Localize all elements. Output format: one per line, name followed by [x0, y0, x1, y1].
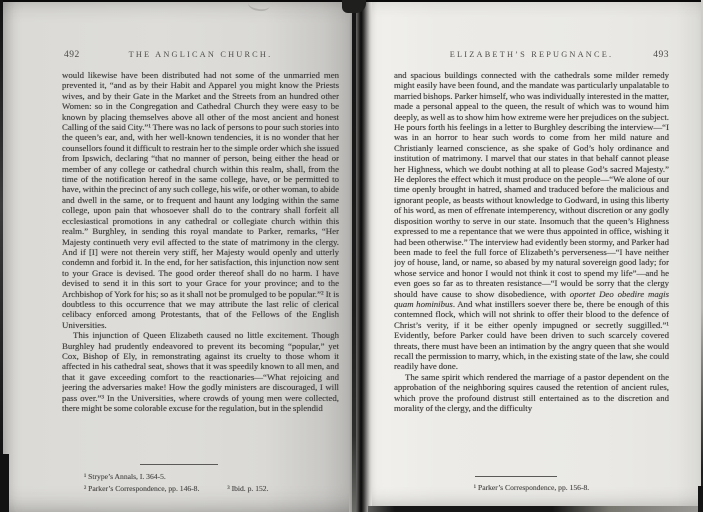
text-segment: would likewise have been distributed had not some of the unmarried men prevented it, “and as by their Habit and Apparel you might know the Priests wives, and by their Gate in the Market and the Streets from an hundred other Women: so in the Congregation and Cathedral Church they were easy to be known by placing themselves above all other of the most ancient and honest Calling of the said City.”¹ There was no lack of persons to pour such stories into the queen’s ear, and, with her well-known tendencies, it is no wonder that her counsellors found it difficult to restrain her to the simple order which she issued from Ipswich, declaring “that no manner of person, being either the head or member of any college or cathedral church within this realm, shall, from the time of the notification hereof in the same college, have, or be permitted to have, within the precinct of any such college, his wife, or other woman, to abide and dwell in the same, or to frequent and haunt any lodging within the same college, upon pain that whosoever shall do to the contrary shall forfeit all ecclesiastical promotions in any cathedral or collegiate church within this realm.” Burghley, in sending this royal mandate to Parker, remarks, “Her Majesty continueth very evil affected to the state of matrimony in the clergy. And if [I] were not therein very stiff, her Majesty would openly and utterly condemn and forbid it. In the end, for her satisfaction, this injunction now sent to your Grace is devised. The good order thereof shall do no harm. I have devised to send it in this sort to your Grace for your province; and to the Archbishop of York for his; so as it shall not be promulged to be popular.”² It is doubtless to this occurrence that we may attribute the last relic of clerical celibacy enforced among Protestants, that of the Fellows of the English Universities.: [62, 70, 339, 330]
text-segment: and spacious buildings connected with the cathedrals some milder remedy might easily have been found, and the mandate was particularly unpalatable to married bishops. Parker himself, who was individually interested in the matter, made a personal appeal to the queen, the result of which was to wound him deeply, as well as to show him how extreme were her prejudices on the subject. He pours forth his feelings in a letter to Burghley describing the interview—“I was in an horror to hear such words to come from her mild nature and Christianly learned conscience, as she spake of God’s holy ordinance and institution of matrimony. I marvel that our states in that behalf cannot please her Highness, which we doubt nothing at all to please God’s sacred Majesty.” He deplores the effect which it must produce on the people—“We alone of our time openly brought in hatred, shamed and traduced before the malicious and ignorant people, as beasts without knowledge to Godward, in using this liberty of his word, as men of effrenate intemperency, without discretion or any godly disposition worthy to serve in our state. Insomuch that the queen’s Highness expressed to me a repentance that we were thus appointed in office, wishing it had been otherwise.” The interview had evidently been stormy, and Parker had been made to feel the full force of Elizabeth’s perverseness—“I have neither joy of house, land, or name, so abased by my natural sovereign good lady; for whose service and honor I would not think it cost to spend my life”—and he even goes so far as to threaten resistance—“I would be sorry that the clergy should have cause to show disobedience, with: [394, 70, 669, 299]
footnote: ¹ Parker’s Correspondence, pp. 156-8.: [473, 483, 590, 492]
left-page-number: 492: [64, 50, 80, 60]
left-running-title: THE ANGLICAN CHURCH.: [128, 50, 273, 59]
footnote: ³ Ibid. p. 152.: [227, 484, 269, 493]
scan-bottom-right-corner: [698, 486, 703, 512]
right-running-title: ELIZABETH’S REPUGNANCE.: [449, 50, 614, 59]
left-page-body: [62, 70, 339, 460]
spine-shadow-line: [352, 0, 356, 512]
italic-phrase: oportet Deo obedire magis quam hominibus: [394, 288, 669, 309]
right-page-body: [394, 70, 669, 473]
paragraph: [394, 70, 669, 372]
footnote: ² Parker’s Correspondence, pp. 146-8.: [84, 484, 200, 493]
right-page-header: [394, 50, 669, 62]
footnote-row: [84, 483, 334, 495]
footnote: ¹ Strype’s Annals, I. 364-5.: [84, 472, 166, 481]
left-footnote-rule: [140, 464, 218, 465]
footnote-row: [84, 471, 334, 483]
text-segment: . And what instillers soever there be, there be enough of this contemned flock, which will not shrink to offer their blood to the defence of Christ’s verity, if it be either openly impugned or secretly suggilled.”¹ Evidently, before Parker could have been driven to such scarcely covered threats, there must have been an intimation by the angry queen that she would recall the permission to marry, which, in the existing state of the law, she could readily have done.: [394, 298, 669, 372]
right-page-number: 493: [653, 50, 669, 60]
paragraph: [394, 372, 669, 414]
right-footnote-rule: [475, 476, 557, 477]
left-footnotes: [84, 471, 334, 495]
scan-bottom-edge: [368, 506, 703, 512]
scan-left-edge: [0, 0, 3, 512]
text-segment: The same spirit which rendered the marriage of a pastor dependent on the approbation of the neighboring squires caused the retention of ancient rules, which prove the profound distrust still entertained as to the discretion and morality of the clergy, and the difficulty: [394, 371, 669, 413]
footnote-row: [394, 482, 669, 494]
right-footnotes: [394, 482, 669, 494]
text-segment: This injunction of Queen Elizabeth caused no little excitement. Though Burghley had prudently endeavored to prevent its becoming “popular,” yet Cox, Bishop of Ely, in remonstrating against its cruelty to those whom it affected in his cathedral seat, shows that it was speedily known to all men, and that it gave exceeding comfort to the reactionaries—“What rejoicing and jeering the adversaries make! How the godly ministers are discouraged, I will pass over.”³ In the Universities, where crowds of young men were collected, there might be some colorable excuse for the regulation, but in the splendid: [62, 330, 339, 413]
paragraph: [62, 70, 339, 330]
scan-bottom-left-corner: [0, 454, 9, 512]
left-page-header: [62, 50, 339, 62]
paragraph: [62, 330, 339, 413]
